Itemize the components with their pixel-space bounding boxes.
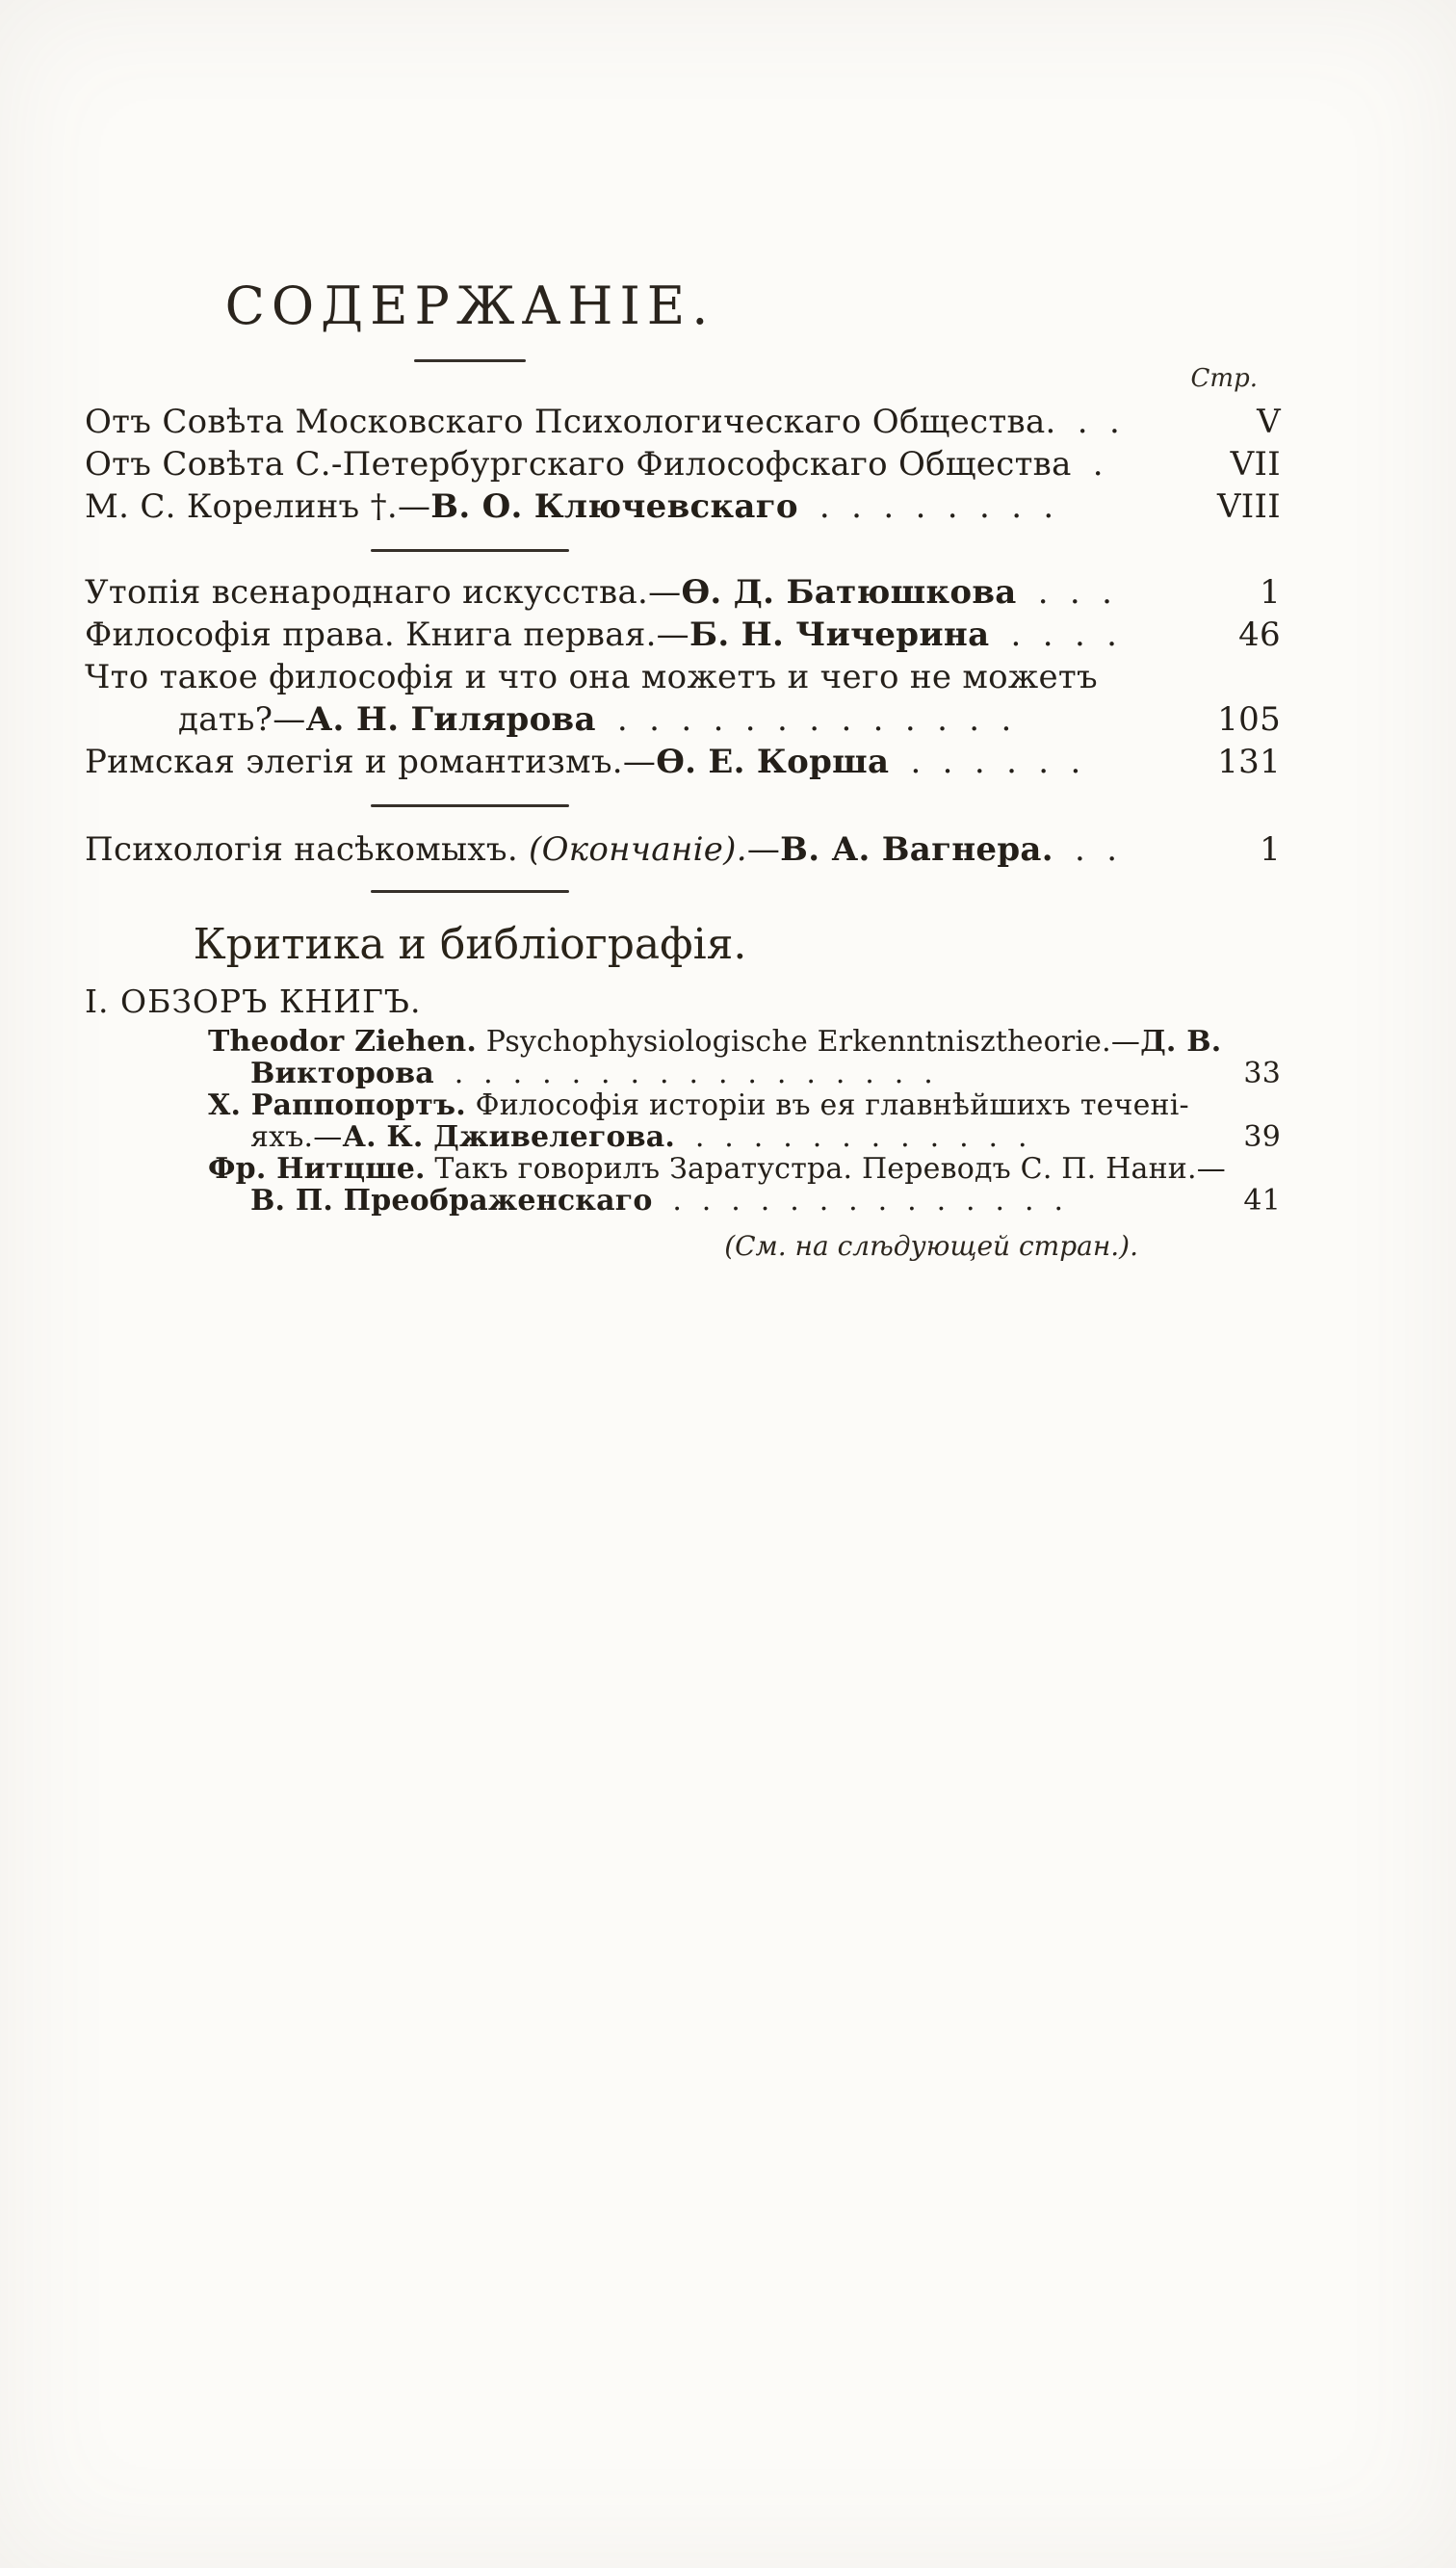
section-divider xyxy=(371,804,569,807)
author-name: В. А. Вагнера. xyxy=(780,829,1053,869)
entry-text xyxy=(85,486,1188,526)
entry-text-segment: Отъ Совѣта Московскаго Психологическаго Общества. xyxy=(85,402,1056,441)
review-entry-line xyxy=(85,1056,1281,1090)
entry-text-segment: Утопія всенароднаго искусства.— xyxy=(85,572,682,612)
toc-entry xyxy=(85,829,1281,869)
dot-leader: . . . . . . . . . . . . xyxy=(675,1119,1027,1154)
review-entry-line xyxy=(85,1183,1281,1218)
entry-page-number: 1 xyxy=(1260,572,1281,612)
table-of-contents xyxy=(85,275,1281,1262)
author-name: Ѳ. Д. Батюшкова xyxy=(681,572,1017,612)
reviewer-name: Д. В. xyxy=(1140,1024,1222,1059)
reviewer-name: В. П. Преображенскаго xyxy=(250,1183,653,1218)
entry-text xyxy=(85,829,1188,869)
dot-leader: . . . . . . . . xyxy=(797,486,1054,526)
dot-leader: . . xyxy=(1055,402,1121,441)
book-author: Фр. Нитцше. xyxy=(208,1151,426,1186)
contents-title: СОДЕРЖАНІЕ. xyxy=(224,275,715,336)
entry-text xyxy=(85,1024,1281,1059)
book-title: Такъ говорилъ Заратустра. Переводъ С. П. Нани.— xyxy=(425,1151,1226,1186)
entry-page-number: VII xyxy=(1230,444,1281,484)
criticism-heading: Критика и библіографія. xyxy=(193,919,747,969)
entry-text xyxy=(85,742,1188,781)
reviewer-name: Викторова xyxy=(250,1056,434,1090)
entry-text xyxy=(85,444,1188,484)
toc-entry-first-line xyxy=(85,657,1281,696)
page-column-label: Стр. xyxy=(1190,363,1258,393)
dot-leader: . . . . . . . . . . . . . . xyxy=(652,1183,1064,1218)
entry-page-number: 33 xyxy=(1243,1056,1281,1090)
entry-text xyxy=(85,1056,1188,1090)
reviewer-name: А. К. Дживелегова. xyxy=(342,1119,676,1154)
entry-text xyxy=(85,572,1188,612)
supplement-entry xyxy=(85,829,1281,869)
entry-text-segment: Римская элегія и романтизмъ.— xyxy=(85,742,657,781)
dot-leader: . . . . . . . . . . . . . xyxy=(595,699,1012,739)
entry-page-number: VIII xyxy=(1216,486,1281,526)
book-title: Философія исторіи въ ея главнѣйшихъ течені- xyxy=(465,1087,1189,1122)
book-review-subheading: I. ОБЗОРЪ КНИГЪ. xyxy=(85,982,422,1020)
entry-text xyxy=(85,1183,1188,1218)
entry-page-number: V xyxy=(1257,402,1281,441)
book-author: Х. Раппопортъ. xyxy=(208,1087,466,1122)
entry-text-segment: Философія права. Книга первая.— xyxy=(85,615,689,654)
title-block xyxy=(85,275,855,362)
toc-entry-continuation xyxy=(85,699,1281,739)
entry-text-segment: Психологія насѣкомыхъ. xyxy=(85,829,530,869)
book-reviews-list xyxy=(85,1024,1281,1218)
toc-entry xyxy=(85,402,1281,441)
entry-page-number: 39 xyxy=(1243,1119,1281,1154)
italic-segment: (Окончаніе). xyxy=(529,829,747,869)
author-name: В. О. Ключевскаго xyxy=(430,486,798,526)
entry-page-number: 41 xyxy=(1243,1183,1281,1218)
review-entry-line xyxy=(85,1151,1281,1186)
section-divider xyxy=(371,890,569,893)
entry-text xyxy=(85,699,1188,739)
dot-leader: . xyxy=(1071,444,1104,484)
entry-text xyxy=(85,402,1188,441)
entry-text-segment: Отъ Совѣта С.-Петербургскаго Философскаго Общества xyxy=(85,444,1072,484)
entry-text xyxy=(85,1087,1281,1122)
dot-leader: . . . xyxy=(1016,572,1113,612)
entry-text-segment: дать?— xyxy=(178,699,306,739)
entry-text xyxy=(85,1151,1281,1186)
entry-text xyxy=(85,617,1188,652)
entry-text: Что такое философія и что она можетъ и чего не можетъ xyxy=(85,657,1098,696)
entry-text-segment: — xyxy=(746,829,781,869)
articles-list xyxy=(85,572,1281,781)
book-author: Theodor Ziehen. xyxy=(208,1024,478,1059)
toc-entry xyxy=(85,486,1281,526)
section-divider xyxy=(371,549,569,552)
criticism-section xyxy=(85,918,1281,1216)
author-name: А. Н. Гилярова xyxy=(305,699,596,739)
review-entry-line xyxy=(85,1119,1281,1154)
dot-leader: . . . . . . xyxy=(889,742,1081,781)
dot-leader: . . . . xyxy=(989,615,1118,654)
continuation-note: (См. на слѣдующей стран.). xyxy=(724,1229,1138,1262)
author-name: Ѳ. Е. Корша xyxy=(656,742,890,781)
title-rule xyxy=(414,359,526,362)
entry-page-number: 1 xyxy=(1260,829,1281,869)
entry-page-number: 131 xyxy=(1217,742,1281,781)
entry-page-number: 105 xyxy=(1217,699,1281,739)
book-title: Psychophysiologische Erkenntnisztheorie.— xyxy=(477,1024,1141,1059)
toc-entry xyxy=(85,617,1281,652)
review-entry-line xyxy=(85,1024,1281,1059)
dot-leader: . . xyxy=(1053,829,1118,869)
front-matter-list xyxy=(85,402,1281,526)
toc-entry xyxy=(85,572,1281,612)
review-entry-line xyxy=(85,1087,1281,1122)
entry-text-segment: яхъ.— xyxy=(250,1119,343,1154)
entry-text-segment: М. С. Корелинъ †.— xyxy=(85,486,431,526)
toc-entry xyxy=(85,742,1281,781)
author-name: Б. Н. Чичерина xyxy=(689,615,990,654)
dot-leader: . . . . . . . . . . . . . . . . . xyxy=(433,1056,933,1090)
toc-entry xyxy=(85,444,1281,484)
entry-page-number: 46 xyxy=(1238,615,1281,654)
entry-text xyxy=(85,1119,1188,1154)
